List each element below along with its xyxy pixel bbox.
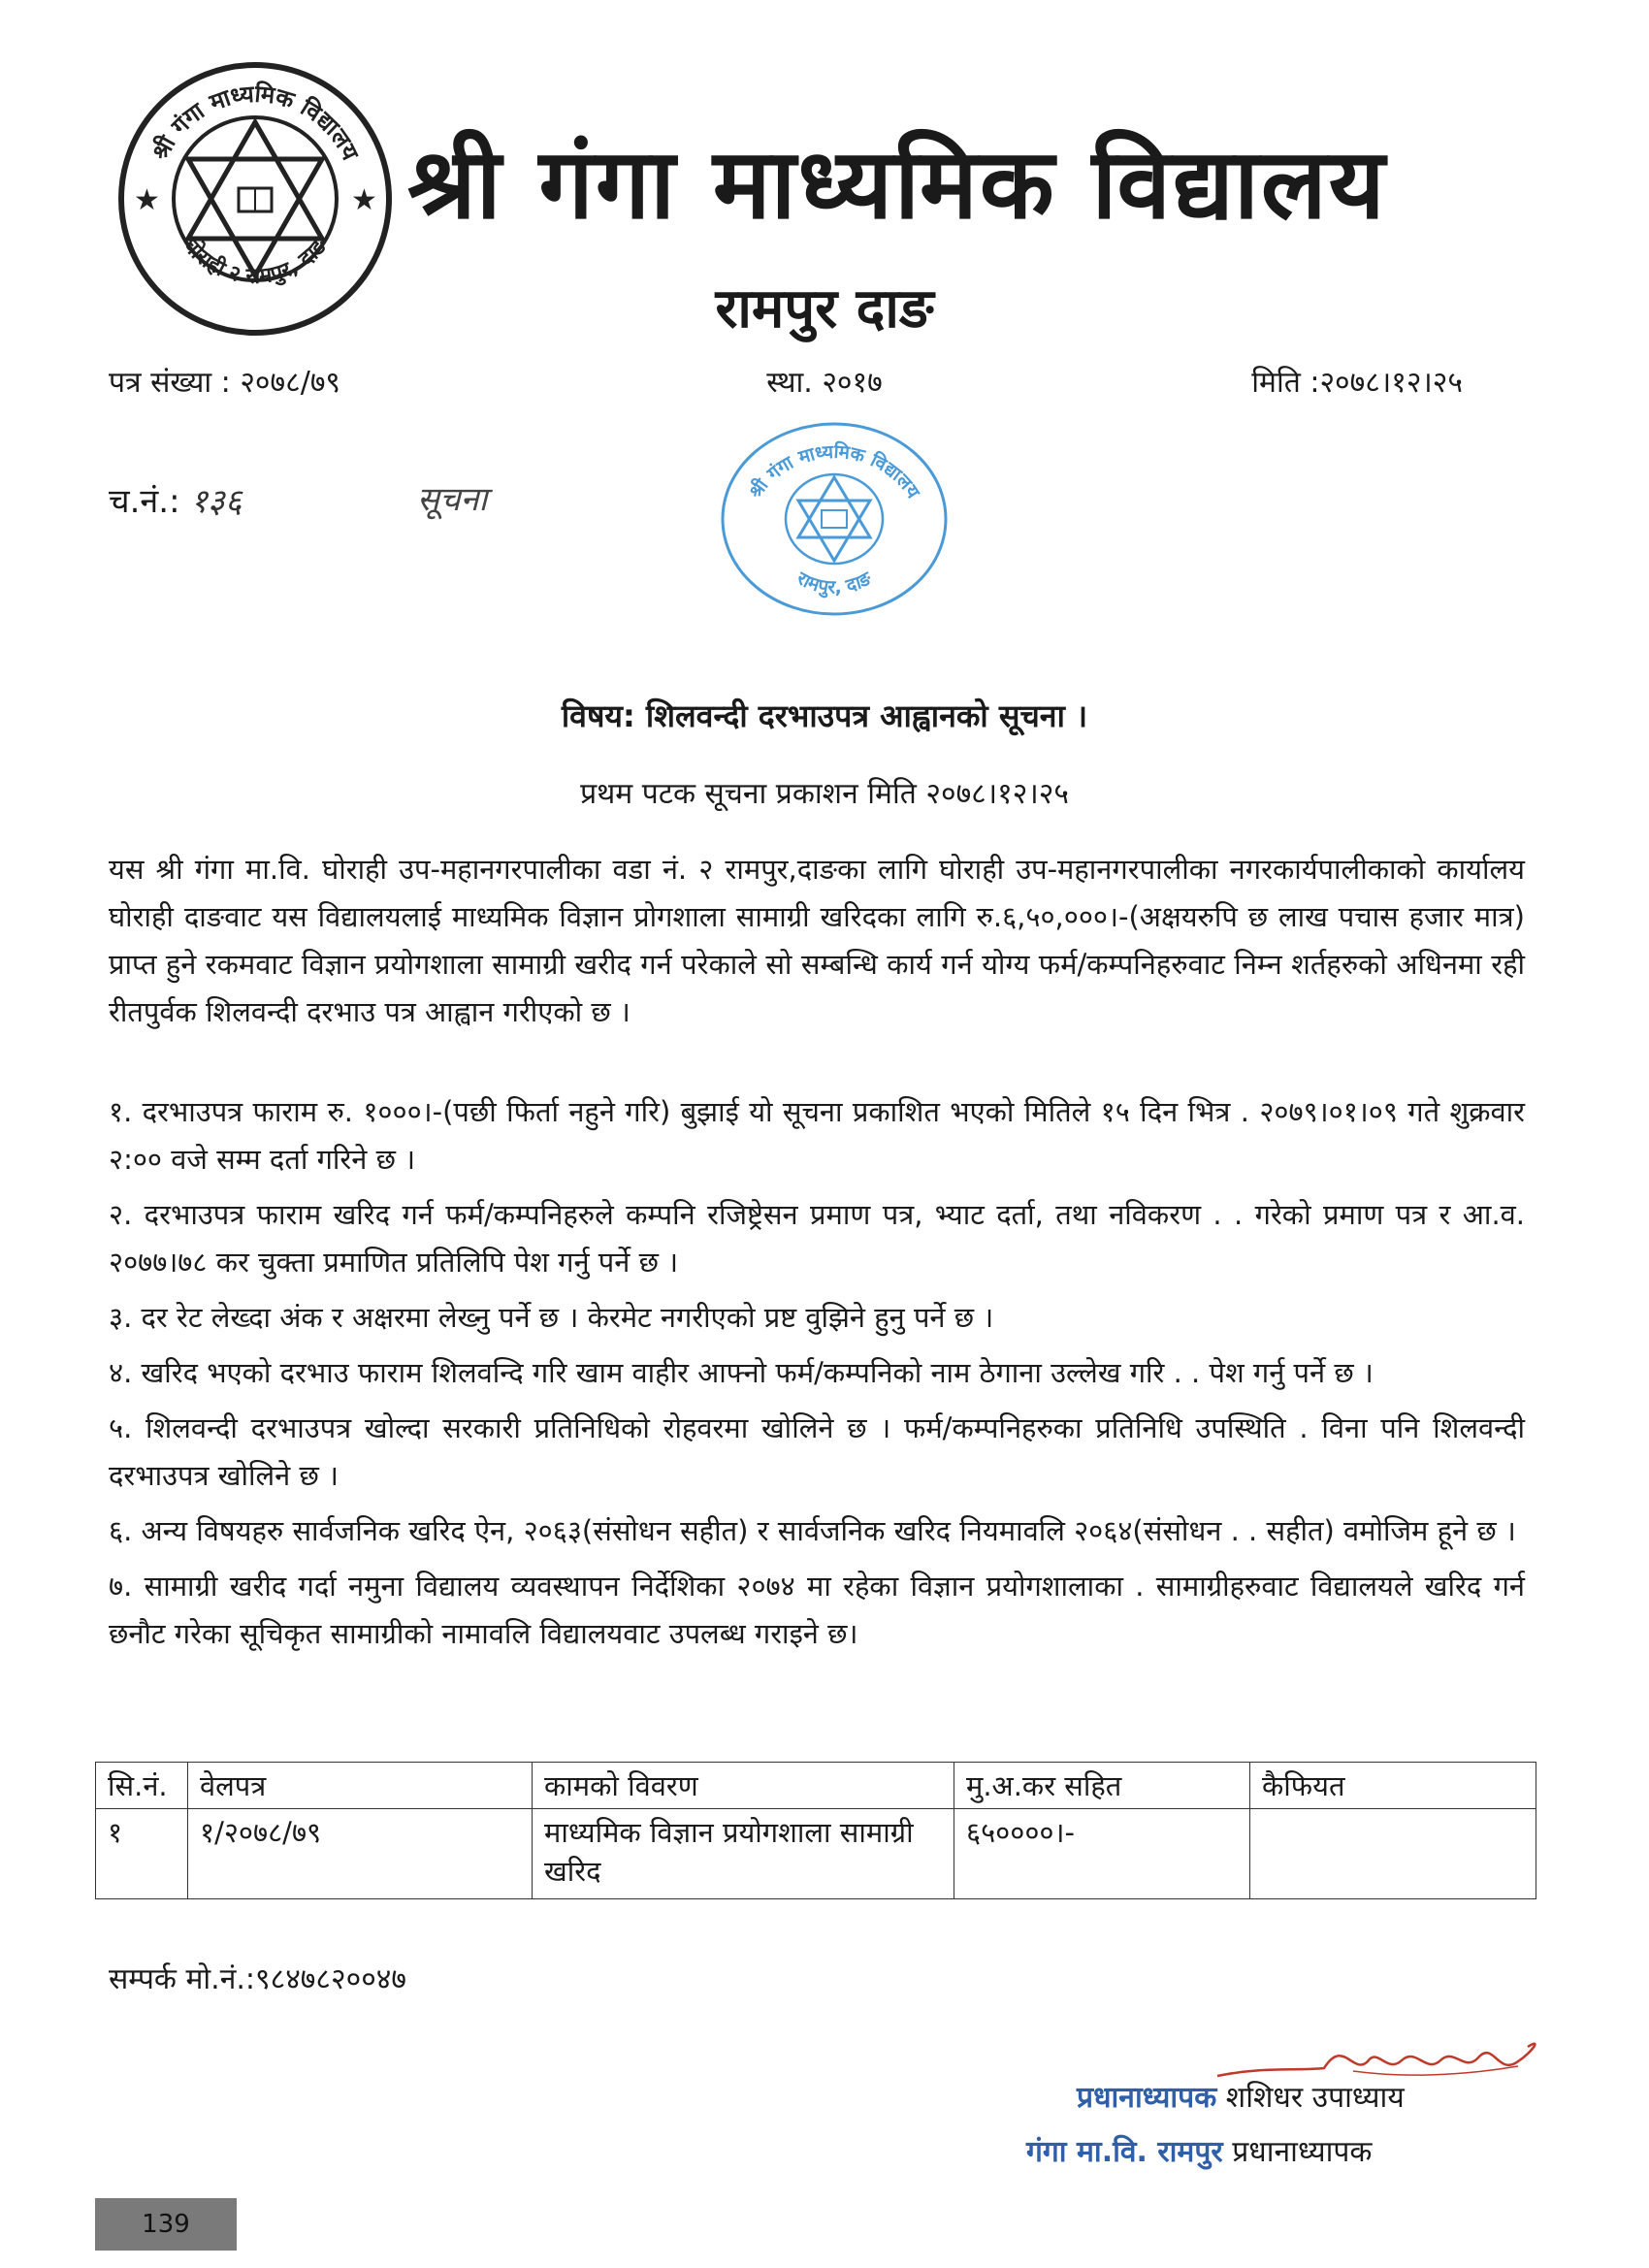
cell-amount: ६५००००।-	[954, 1809, 1250, 1899]
school-address: रामपुर दाङ	[715, 277, 934, 340]
school-stamp	[713, 417, 955, 621]
col-header-description: कामको विवरण	[533, 1763, 954, 1809]
dispatch-value: १३६	[190, 482, 242, 521]
contact-number: सम्पर्क मो.नं.:९८४७८२००४७	[109, 1962, 407, 1996]
signatory-designation: प्रधानाध्यापक	[1232, 2135, 1373, 2169]
notice-subject: विषय: शिलवन्दी दरभाउपत्र आह्वानको सूचना ।	[561, 697, 1088, 734]
school-name: श्री गंगा माध्यमिक विद्यालय	[407, 127, 1387, 241]
col-header-sn: सि.नं.	[96, 1763, 188, 1809]
letter-date: मिति :२०७८।१२।२५	[1251, 366, 1463, 400]
logo-bottom-text: घोराही २ रामपुर, दाङ	[178, 234, 333, 289]
col-header-remarks: कैफियत	[1250, 1763, 1536, 1809]
condition-item: ३. दर रेट लेख्दा अंक र अक्षरमा लेख्नु पर्ने छ । केरमेट नगरीएको प्रष्ट वुझिने हुनु पर्ने छ ।	[109, 1301, 994, 1334]
signatory-name-line	[1077, 2076, 1405, 2116]
stamp-top-text: श्री गंगा माध्यमिक विद्यालय	[744, 440, 924, 502]
condition-item: २. दरभाउपत्र फाराम खरिद गर्न फर्म/कम्पनिहरुले कम्पनि रजिष्ट्रेसन प्रमाण पत्र, भ्याट दर्ता, तथा नविकरण . . गरेको प्रमाण पत्र र आ.व. २०७७।७८ कर चुक्ता प्रमाणित प्रतिलिपि पेश गर्नु पर्ने छ ।	[109, 1198, 1525, 1279]
condition-item: ७. सामाग्री खरीद गर्दा नमुना विद्यालय व्यवस्थापन निर्देशिका २०७४ मा रहेका विज्ञान प्रयोगशालाका . सामाग्रीहरुवाट विद्यालयले खरिद गर्न छनौट गरेका सूचिकृत सामाग्रीको नामावलि विद्यालयवाट उपलब्ध गराइने छ।	[109, 1570, 1525, 1650]
page-number: 139	[95, 2198, 237, 2251]
dispatch-label: च.नं.:	[109, 482, 180, 521]
table-header-row	[96, 1763, 1536, 1809]
stamp-school: गंगा मा.वि. रामपुर	[1026, 2135, 1223, 2169]
logo-top-text: श्री गंगा माध्यमिक विद्यालय	[146, 80, 365, 165]
stamp-title: प्रधानाध्यापक	[1077, 2081, 1217, 2115]
cell-sn: १	[96, 1809, 188, 1899]
table-row	[96, 1809, 1536, 1899]
condition-item: ४. खरिद भएको दरभाउ फाराम शिलवन्दि गरि खाम वाहीर आफ्नो फर्म/कम्पनिको नाम ठेगाना उल्लेख गरि . . पेश गर्नु पर्ने छ ।	[109, 1356, 1374, 1389]
tender-table	[95, 1762, 1536, 1899]
publish-date-line: प्रथम पटक सूचना प्रकाशन मिति २०७८।१२।२५	[580, 777, 1069, 811]
established-year: स्था. २०१७	[766, 366, 883, 400]
conditions-list	[109, 1088, 1525, 1666]
condition-item: १. दरभाउपत्र फाराम रु. १०००।-(पछी फिर्ता नहुने गरि) बुझाई यो सूचना प्रकाशित भएको मितिले १५ दिन भित्र . २०७९।०१।०९ गते शुक्रवार २:०० वजे सम्म दर्ता गरिने छ ।	[109, 1095, 1525, 1176]
stamp-bottom-text: रामपुर, दाङ	[792, 567, 876, 599]
cell-description: माध्यमिक विज्ञान प्रयोगशाला सामाग्री खरिद	[533, 1809, 954, 1899]
condition-item: ५. शिलवन्दी दरभाउपत्र खोल्दा सरकारी प्रतिनिधिको रोहवरमा खोलिने छ । फर्म/कम्पनिहरुका प्रतिनिधि उपस्थिति . विना पनि शिलवन्दी दरभाउपत्र खोलिने छ ।	[109, 1411, 1525, 1492]
notice-intro: यस श्री गंगा मा.वि. घोराही उप-महानगरपालीका वडा नं. २ रामपुर,दाङका लागि घोराही उप-महानगरपालीका नगरकार्यपालीकाको कार्यालय घोराही दाङवाट यस विद्यालयलाई माध्यमिक विज्ञान प्रोगशाला सामाग्री खरिदका लागि रु.६,५०,०००।-(अक्षयरुपि छ लाख पचास हजार मात्र) प्राप्त हुने रकमवाट विज्ञान प्रयोगशाला सामाग्री खरीद गर्न परेकाले सो सम्बन्धि कार्य गर्न योग्य फर्म/कम्पनिहरुवाट निम्न शर्तहरुको अधिनमा रही रीतपुर्वक शिलवन्दी दरभाउ पत्र आह्वान गरीएको छ ।	[109, 853, 1525, 1028]
col-header-bid: वेलपत्र	[188, 1763, 533, 1809]
svg-text:★: ★	[134, 183, 160, 217]
signatory-designation-line	[1026, 2130, 1372, 2170]
col-header-amount: मु.अ.कर सहित	[954, 1763, 1250, 1809]
cell-remarks	[1250, 1809, 1536, 1899]
cell-bid: १/२०७८/७९	[188, 1809, 533, 1899]
condition-item: ६. अन्य विषयहरु सार्वजनिक खरिद ऐन, २०६३(संसोधन सहीत) र सार्वजनिक खरिद नियमावलि २०६४(संसोधन . . सहीत) वमोजिम हूने छ ।	[109, 1514, 1516, 1547]
svg-text:★: ★	[351, 183, 377, 217]
signatory-name: शशिधर उपाध्याय	[1225, 2081, 1405, 2115]
handwritten-word: सूचना	[417, 480, 488, 519]
letter-number: पत्र संख्या : २०७८/७९	[109, 366, 341, 400]
dispatch-number	[109, 477, 242, 522]
